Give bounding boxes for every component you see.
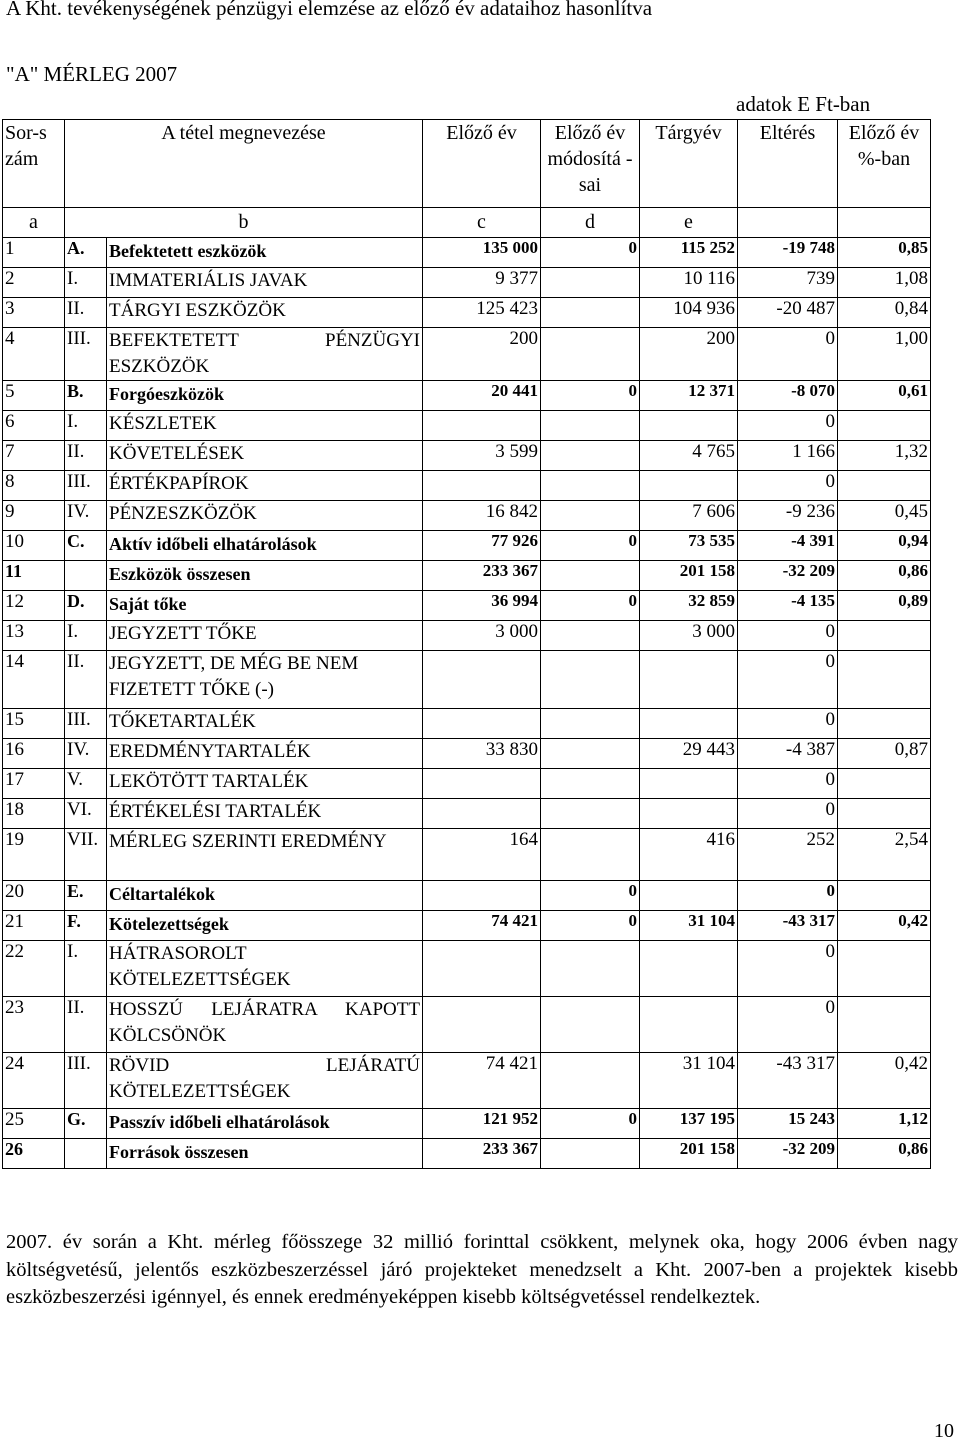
row-current-year: 7 606 (640, 501, 738, 531)
row-percent (838, 881, 931, 911)
row-modifications (541, 709, 640, 739)
col-header-megnevezes: A tétel megnevezése (65, 120, 423, 208)
row-modifications (541, 621, 640, 651)
letter-c: c (423, 208, 541, 238)
row-percent: 0,89 (838, 591, 931, 621)
row-current-year (640, 769, 738, 799)
letter-f (738, 208, 838, 238)
row-number: 1 (3, 238, 65, 268)
col-header-sorszam (3, 120, 65, 208)
row-name: Céltartalékok (107, 881, 423, 911)
row-difference: 0 (738, 941, 838, 997)
row-percent: 0,42 (838, 1053, 931, 1109)
row-prev-year: 233 367 (423, 1139, 541, 1169)
row-code: II. (65, 997, 107, 1053)
row-percent (838, 411, 931, 441)
row-current-year (640, 411, 738, 441)
row-number: 8 (3, 471, 65, 501)
table-row (3, 829, 931, 881)
row-prev-year (423, 709, 541, 739)
row-difference: -32 209 (738, 1139, 838, 1169)
unit-note: adatok E Ft-ban (736, 92, 871, 116)
row-current-year (640, 881, 738, 911)
table-row (3, 881, 931, 911)
table-row (3, 531, 931, 561)
row-code: III. (65, 328, 107, 381)
col-header-szazalek: Előző év %-ban (838, 120, 931, 208)
row-name: Források összesen (107, 1139, 423, 1169)
row-percent (838, 709, 931, 739)
row-code: E. (65, 881, 107, 911)
row-current-year: 10 116 (640, 268, 738, 298)
row-code: F. (65, 911, 107, 941)
row-code: VI. (65, 799, 107, 829)
row-code: II. (65, 441, 107, 471)
table-row (3, 441, 931, 471)
row-difference: 0 (738, 471, 838, 501)
row-number: 17 (3, 769, 65, 799)
row-modifications (541, 997, 640, 1053)
row-name: TŐKETARTALÉK (107, 709, 423, 739)
row-code: I. (65, 941, 107, 997)
balance-sheet-table (2, 119, 931, 1169)
row-code (65, 1139, 107, 1169)
table-row (3, 651, 931, 709)
row-difference: -20 487 (738, 298, 838, 328)
row-difference: 739 (738, 268, 838, 298)
row-difference: -4 391 (738, 531, 838, 561)
row-prev-year: 9 377 (423, 268, 541, 298)
row-prev-year: 125 423 (423, 298, 541, 328)
row-name: Aktív időbeli elhatárolások (107, 531, 423, 561)
row-current-year: 137 195 (640, 1109, 738, 1139)
row-prev-year: 121 952 (423, 1109, 541, 1139)
table-row (3, 411, 931, 441)
row-difference: -4 387 (738, 739, 838, 769)
row-code: B. (65, 381, 107, 411)
row-modifications (541, 328, 640, 381)
row-percent: 1,08 (838, 268, 931, 298)
row-modifications (541, 1139, 640, 1169)
row-number: 9 (3, 501, 65, 531)
row-number: 16 (3, 739, 65, 769)
row-code: V. (65, 769, 107, 799)
row-name: HOSSZÚ LEJÁRATRA KAPOTT KÖLCSÖNÖK (107, 997, 423, 1053)
row-name: Passzív időbeli elhatárolások (107, 1109, 423, 1139)
row-modifications (541, 1053, 640, 1109)
row-number: 19 (3, 829, 65, 881)
row-percent: 0,94 (838, 531, 931, 561)
row-prev-year (423, 997, 541, 1053)
row-percent: 0,61 (838, 381, 931, 411)
row-number: 14 (3, 651, 65, 709)
row-percent: 0,86 (838, 561, 931, 591)
row-code (65, 561, 107, 591)
row-modifications (541, 799, 640, 829)
row-number: 2 (3, 268, 65, 298)
row-difference: 0 (738, 769, 838, 799)
row-code: III. (65, 471, 107, 501)
row-number: 10 (3, 531, 65, 561)
row-modifications: 0 (541, 238, 640, 268)
row-prev-year: 3 000 (423, 621, 541, 651)
row-modifications (541, 739, 640, 769)
row-prev-year (423, 411, 541, 441)
row-prev-year: 3 599 (423, 441, 541, 471)
row-current-year: 416 (640, 829, 738, 881)
table-row (3, 997, 931, 1053)
row-name: MÉRLEG SZERINTI EREDMÉNY (107, 829, 423, 881)
row-percent (838, 471, 931, 501)
row-percent (838, 769, 931, 799)
row-difference: -43 317 (738, 911, 838, 941)
row-prev-year: 233 367 (423, 561, 541, 591)
row-current-year (640, 471, 738, 501)
row-current-year: 31 104 (640, 911, 738, 941)
row-name: JEGYZETT TŐKE (107, 621, 423, 651)
row-modifications (541, 268, 640, 298)
row-percent: 1,00 (838, 328, 931, 381)
row-percent (838, 997, 931, 1053)
row-difference: -4 135 (738, 591, 838, 621)
row-difference: 0 (738, 709, 838, 739)
row-number: 11 (3, 561, 65, 591)
row-prev-year: 74 421 (423, 911, 541, 941)
row-name: KÖVETELÉSEK (107, 441, 423, 471)
row-code: VII. (65, 829, 107, 881)
row-prev-year: 33 830 (423, 739, 541, 769)
table-row (3, 561, 931, 591)
row-number: 18 (3, 799, 65, 829)
row-name: Kötelezettségek (107, 911, 423, 941)
row-percent: 0,45 (838, 501, 931, 531)
table-row (3, 1139, 931, 1169)
row-current-year (640, 651, 738, 709)
table-row (3, 1109, 931, 1139)
row-modifications (541, 561, 640, 591)
letter-b: b (65, 208, 423, 238)
col-header-elteres: Eltérés (738, 120, 838, 208)
row-current-year: 12 371 (640, 381, 738, 411)
row-current-year: 4 765 (640, 441, 738, 471)
table-row (3, 471, 931, 501)
row-modifications (541, 441, 640, 471)
letter-g (838, 208, 931, 238)
row-percent (838, 621, 931, 651)
row-code: III. (65, 709, 107, 739)
row-current-year: 32 859 (640, 591, 738, 621)
row-current-year: 200 (640, 328, 738, 381)
row-code: I. (65, 621, 107, 651)
row-modifications (541, 651, 640, 709)
row-number: 22 (3, 941, 65, 997)
row-difference: 0 (738, 799, 838, 829)
table-row (3, 769, 931, 799)
col-header-sorszam-text: Sor-szám (5, 122, 47, 170)
row-name: LEKÖTÖTT TARTALÉK (107, 769, 423, 799)
row-percent (838, 799, 931, 829)
row-code: I. (65, 411, 107, 441)
row-code: C. (65, 531, 107, 561)
row-current-year: 73 535 (640, 531, 738, 561)
row-code: IV. (65, 739, 107, 769)
row-code: III. (65, 1053, 107, 1109)
row-name: TÁRGYI ESZKÖZÖK (107, 298, 423, 328)
row-current-year (640, 941, 738, 997)
row-modifications (541, 941, 640, 997)
table-row (3, 381, 931, 411)
row-number: 24 (3, 1053, 65, 1109)
row-number: 5 (3, 381, 65, 411)
balance-sheet-title: "A" MÉRLEG 2007 (6, 62, 178, 86)
row-prev-year (423, 651, 541, 709)
row-percent (838, 651, 931, 709)
page-number: 10 (934, 1420, 954, 1442)
row-current-year: 115 252 (640, 238, 738, 268)
row-name: ÉRTÉKPAPÍROK (107, 471, 423, 501)
row-name: HÁTRASOROLT KÖTELEZETTSÉGEK (107, 941, 423, 997)
row-difference: -9 236 (738, 501, 838, 531)
row-number: 23 (3, 997, 65, 1053)
column-letter-row (3, 208, 931, 238)
row-modifications: 0 (541, 381, 640, 411)
row-code: D. (65, 591, 107, 621)
row-name: JEGYZETT, DE MÉG BE NEM FIZETETT TŐKE (-) (107, 651, 423, 709)
row-name: Forgóeszközök (107, 381, 423, 411)
row-prev-year: 77 926 (423, 531, 541, 561)
row-number: 15 (3, 709, 65, 739)
col-header-modositasai: Előző év módosítá -sai (541, 120, 640, 208)
row-number: 20 (3, 881, 65, 911)
row-number: 3 (3, 298, 65, 328)
row-percent: 0,87 (838, 739, 931, 769)
row-modifications (541, 471, 640, 501)
row-prev-year (423, 799, 541, 829)
table-row (3, 591, 931, 621)
table-row (3, 739, 931, 769)
row-name: KÉSZLETEK (107, 411, 423, 441)
row-name: PÉNZESZKÖZÖK (107, 501, 423, 531)
row-current-year (640, 709, 738, 739)
row-number: 6 (3, 411, 65, 441)
row-percent: 0,85 (838, 238, 931, 268)
letter-d: d (541, 208, 640, 238)
table-row (3, 709, 931, 739)
row-percent: 0,86 (838, 1139, 931, 1169)
row-percent: 0,42 (838, 911, 931, 941)
row-difference: 252 (738, 829, 838, 881)
row-modifications: 0 (541, 911, 640, 941)
row-difference: 0 (738, 651, 838, 709)
row-name: RÖVID LEJÁRATÚ KÖTELEZETTSÉGEK (107, 1053, 423, 1109)
row-prev-year: 20 441 (423, 381, 541, 411)
row-difference: 0 (738, 997, 838, 1053)
table-row (3, 799, 931, 829)
row-name: IMMATERIÁLIS JAVAK (107, 268, 423, 298)
row-name: Befektetett eszközök (107, 238, 423, 268)
row-number: 12 (3, 591, 65, 621)
row-number: 21 (3, 911, 65, 941)
table-row (3, 941, 931, 997)
analysis-paragraph: 2007. év során a Kht. mérleg főösszege 32 millió forinttal csökkent, melynek oka, hogy 2006 évben nagy költségvetésű, jelentős eszközbeszerzéssel járó projekteket menedzselt a Kht. 2007-ben a projektek kisebb eszközbeszerzési igénnyel, és ennek eredményeképpen kisebb költségvetéssel rendelkeztek. (6, 1231, 958, 1308)
row-prev-year (423, 881, 541, 911)
row-number: 4 (3, 328, 65, 381)
row-percent: 0,84 (838, 298, 931, 328)
row-modifications: 0 (541, 1109, 640, 1139)
row-prev-year: 74 421 (423, 1053, 541, 1109)
row-difference: -8 070 (738, 381, 838, 411)
row-name: ÉRTÉKELÉSI TARTALÉK (107, 799, 423, 829)
table-row (3, 268, 931, 298)
row-current-year: 31 104 (640, 1053, 738, 1109)
row-current-year (640, 997, 738, 1053)
col-header-elozo-ev: Előző év (423, 120, 541, 208)
table-row (3, 298, 931, 328)
row-prev-year: 36 994 (423, 591, 541, 621)
row-number: 7 (3, 441, 65, 471)
row-code: G. (65, 1109, 107, 1139)
row-code: II. (65, 298, 107, 328)
row-difference: 0 (738, 621, 838, 651)
row-modifications: 0 (541, 531, 640, 561)
row-difference: -43 317 (738, 1053, 838, 1109)
row-modifications (541, 411, 640, 441)
row-current-year: 201 158 (640, 561, 738, 591)
letter-a: a (3, 208, 65, 238)
row-prev-year: 135 000 (423, 238, 541, 268)
row-percent: 1,12 (838, 1109, 931, 1139)
row-name: Eszközök összesen (107, 561, 423, 591)
row-difference: 0 (738, 881, 838, 911)
row-difference: -19 748 (738, 238, 838, 268)
row-modifications (541, 501, 640, 531)
row-modifications: 0 (541, 591, 640, 621)
row-current-year: 104 936 (640, 298, 738, 328)
row-modifications (541, 769, 640, 799)
row-modifications (541, 298, 640, 328)
row-difference: 0 (738, 328, 838, 381)
table-row (3, 501, 931, 531)
row-current-year: 29 443 (640, 739, 738, 769)
row-code: IV. (65, 501, 107, 531)
row-modifications: 0 (541, 881, 640, 911)
table-row (3, 328, 931, 381)
table-row (3, 238, 931, 268)
row-difference: 15 243 (738, 1109, 838, 1139)
row-percent: 2,54 (838, 829, 931, 881)
row-current-year: 201 158 (640, 1139, 738, 1169)
row-prev-year (423, 769, 541, 799)
row-name: BEFEKTETETT PÉNZÜGYI ESZKÖZÖK (107, 328, 423, 381)
row-difference: -32 209 (738, 561, 838, 591)
row-prev-year: 200 (423, 328, 541, 381)
row-code: A. (65, 238, 107, 268)
row-prev-year (423, 471, 541, 501)
header-row (3, 120, 931, 208)
letter-e: e (640, 208, 738, 238)
row-percent: 1,32 (838, 441, 931, 471)
row-current-year: 3 000 (640, 621, 738, 651)
row-name: EREDMÉNYTARTALÉK (107, 739, 423, 769)
row-prev-year (423, 941, 541, 997)
row-modifications (541, 829, 640, 881)
col-header-targyev: Tárgyév (640, 120, 738, 208)
row-prev-year: 16 842 (423, 501, 541, 531)
table-row (3, 1053, 931, 1109)
row-prev-year: 164 (423, 829, 541, 881)
page-heading: A Kht. tevékenységének pénzügyi elemzése az előző év adataihoz hasonlítva (6, 0, 653, 20)
table-row (3, 911, 931, 941)
row-name: Saját tőke (107, 591, 423, 621)
row-number: 13 (3, 621, 65, 651)
row-difference: 0 (738, 411, 838, 441)
table-row (3, 621, 931, 651)
row-code: II. (65, 651, 107, 709)
row-code: I. (65, 268, 107, 298)
row-number: 25 (3, 1109, 65, 1139)
row-difference: 1 166 (738, 441, 838, 471)
row-percent (838, 941, 931, 997)
row-current-year (640, 799, 738, 829)
row-number: 26 (3, 1139, 65, 1169)
